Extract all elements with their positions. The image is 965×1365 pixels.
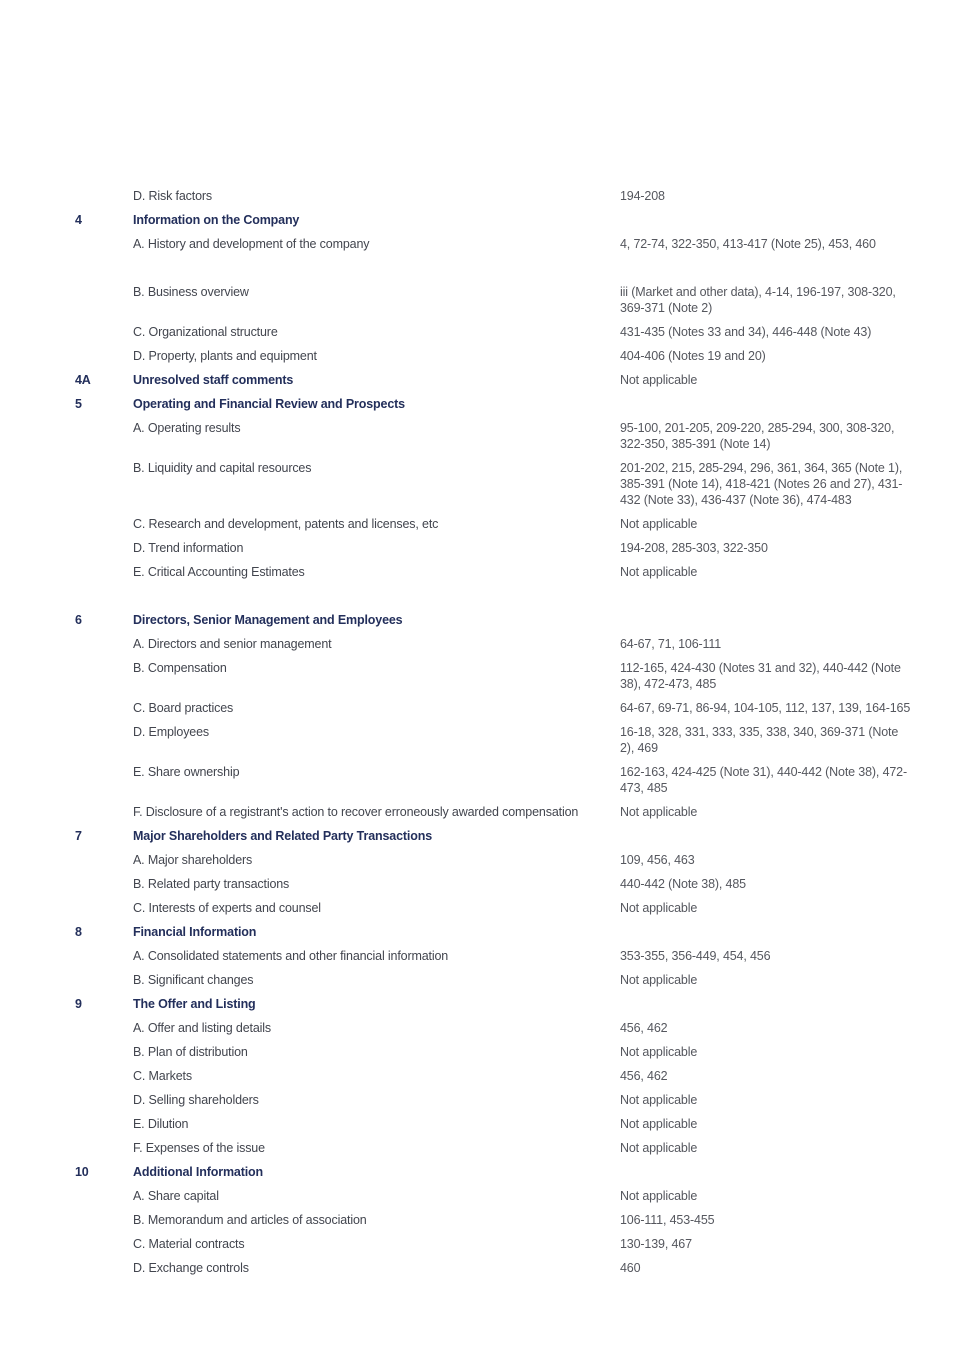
- page-reference: 64-67, 71, 106-111: [620, 637, 722, 651]
- page-reference: Not applicable: [620, 973, 698, 987]
- item-title: Additional Information: [133, 1165, 264, 1179]
- page-reference: 440-442 (Note 38), 485: [620, 877, 746, 891]
- table-row: [0, 1040, 965, 1064]
- page-reference: iii (Market and other data), 4-14, 196-197, 308-320, 369-371 (Note 2): [620, 285, 896, 315]
- item-number: 7: [75, 829, 82, 843]
- page-reference: 456, 462: [620, 1069, 668, 1083]
- table-row: [0, 992, 965, 1016]
- table-row: [0, 1016, 965, 1040]
- item-title: B. Compensation: [133, 661, 227, 675]
- item-title: D. Employees: [133, 725, 210, 739]
- page-reference: Not applicable: [620, 1117, 698, 1131]
- item-title: E. Dilution: [133, 1117, 189, 1131]
- item-title: Financial Information: [133, 925, 257, 939]
- page-reference: 95-100, 201-205, 209-220, 285-294, 300, 308-320, 322-350, 385-391 (Note 14): [620, 421, 895, 451]
- item-number: 4: [75, 213, 82, 227]
- item-title: Operating and Financial Review and Prospects: [133, 397, 405, 411]
- table-row: [0, 1112, 965, 1136]
- table-row: [0, 824, 965, 848]
- item-number: 4A: [75, 373, 91, 387]
- item-title: F. Disclosure of a registrant's action to recover erroneously awarded compensation: [133, 805, 579, 819]
- item-title: B. Related party transactions: [133, 877, 290, 891]
- table-row: [0, 1088, 965, 1112]
- page-reference: 353-355, 356-449, 454, 456: [620, 949, 771, 963]
- page-reference: Not applicable: [620, 565, 698, 579]
- table-row: [0, 632, 965, 656]
- item-title: A. Operating results: [133, 421, 241, 435]
- page-reference: Not applicable: [620, 1093, 698, 1107]
- table-row: [0, 800, 965, 824]
- item-title: A. Major shareholders: [133, 853, 253, 867]
- table-row: [0, 184, 965, 208]
- page-reference: Not applicable: [620, 1189, 698, 1203]
- table-row: [0, 536, 965, 560]
- table-row: [0, 848, 965, 872]
- table-row: [0, 512, 965, 536]
- table-row: [0, 608, 965, 632]
- table-row: [0, 320, 965, 344]
- page-reference: Not applicable: [620, 1045, 698, 1059]
- item-number: 5: [75, 397, 82, 411]
- page-reference: 130-139, 467: [620, 1237, 692, 1251]
- table-row: [0, 416, 965, 456]
- item-title: A. History and development of the company: [133, 237, 370, 251]
- table-row: [0, 1064, 965, 1088]
- table-row: [0, 920, 965, 944]
- page-reference: Not applicable: [620, 901, 698, 915]
- page-reference: 162-163, 424-425 (Note 31), 440-442 (Note 38), 472-473, 485: [620, 765, 907, 795]
- item-title: C. Interests of experts and counsel: [133, 901, 321, 915]
- table-row: [0, 656, 965, 696]
- table-row: [0, 368, 965, 392]
- table-row: [0, 1136, 965, 1160]
- page-reference: 431-435 (Notes 33 and 34), 446-448 (Note 43): [620, 325, 872, 339]
- item-title: A. Offer and listing details: [133, 1021, 272, 1035]
- table-row: [0, 696, 965, 720]
- page-reference: 4, 72-74, 322-350, 413-417 (Note 25), 453, 460: [620, 237, 876, 251]
- item-title: D. Risk factors: [133, 189, 213, 203]
- table-row: [0, 1208, 965, 1232]
- form-cross-reference-table: [0, 184, 965, 1280]
- page-reference: 109, 456, 463: [620, 853, 695, 867]
- item-title: Directors, Senior Management and Employees: [133, 613, 403, 627]
- table-row: [0, 1184, 965, 1208]
- item-title: B. Significant changes: [133, 973, 254, 987]
- page-reference: Not applicable: [620, 805, 698, 819]
- item-number: 10: [75, 1165, 89, 1179]
- table-row: [0, 720, 965, 760]
- item-title: E. Critical Accounting Estimates: [133, 565, 305, 579]
- item-title: D. Property, plants and equipment: [133, 349, 317, 363]
- page-reference: 460: [620, 1261, 641, 1275]
- item-number: 9: [75, 997, 82, 1011]
- item-number: 6: [75, 613, 82, 627]
- item-title: A. Share capital: [133, 1189, 219, 1203]
- page-reference: 201-202, 215, 285-294, 296, 361, 364, 365 (Note 1), 385-391 (Note 14), 418-421 (Notes 26 and 27), 431-432 (Note 33), 436-437 (Note 36), 474-483: [620, 461, 903, 507]
- page-reference: 64-67, 69-71, 86-94, 104-105, 112, 137, 139, 164-165: [620, 701, 911, 715]
- page-reference: 404-406 (Notes 19 and 20): [620, 349, 766, 363]
- item-title: The Offer and Listing: [133, 997, 256, 1011]
- item-title: F. Expenses of the issue: [133, 1141, 265, 1155]
- table-row: [0, 456, 965, 512]
- page-reference: Not applicable: [620, 1141, 698, 1155]
- item-title: C. Markets: [133, 1069, 192, 1083]
- table-row: [0, 208, 965, 232]
- item-title: D. Selling shareholders: [133, 1093, 259, 1107]
- item-title: C. Material contracts: [133, 1237, 245, 1251]
- table-row: [0, 560, 965, 584]
- table-row: [0, 872, 965, 896]
- page-reference: 194-208: [620, 189, 665, 203]
- table-row: [0, 1160, 965, 1184]
- page-reference: Not applicable: [620, 517, 698, 531]
- page-reference: 106-111, 453-455: [620, 1213, 715, 1227]
- item-title: B. Business overview: [133, 285, 249, 299]
- item-title: A. Consolidated statements and other financial information: [133, 949, 449, 963]
- item-title: D. Exchange controls: [133, 1261, 249, 1275]
- table-row: [0, 968, 965, 992]
- item-title: B. Plan of distribution: [133, 1045, 248, 1059]
- item-title: E. Share ownership: [133, 765, 240, 779]
- item-title: Unresolved staff comments: [133, 373, 294, 387]
- item-title: C. Research and development, patents and licenses, etc: [133, 517, 439, 531]
- page-reference: 16-18, 328, 331, 333, 335, 338, 340, 369-371 (Note 2), 469: [620, 725, 899, 755]
- item-title: A. Directors and senior management: [133, 637, 332, 651]
- table-row: [0, 944, 965, 968]
- item-title: Information on the Company: [133, 213, 300, 227]
- item-title: C. Board practices: [133, 701, 234, 715]
- item-title: D. Trend information: [133, 541, 244, 555]
- item-title: B. Memorandum and articles of association: [133, 1213, 367, 1227]
- item-title: B. Liquidity and capital resources: [133, 461, 312, 475]
- table-row: [0, 392, 965, 416]
- page-reference: 112-165, 424-430 (Notes 31 and 32), 440-442 (Note 38), 472-473, 485: [620, 661, 901, 691]
- page-reference: 194-208, 285-303, 322-350: [620, 541, 768, 555]
- table-row: [0, 344, 965, 368]
- item-title: Major Shareholders and Related Party Transactions: [133, 829, 432, 843]
- table-row: [0, 232, 965, 256]
- table-row: [0, 1256, 965, 1280]
- table-row: [0, 896, 965, 920]
- item-title: C. Organizational structure: [133, 325, 278, 339]
- table-row: [0, 1232, 965, 1256]
- table-row: [0, 760, 965, 800]
- page-reference: Not applicable: [620, 373, 698, 387]
- table-row: [0, 280, 965, 320]
- page-reference: 456, 462: [620, 1021, 668, 1035]
- item-number: 8: [75, 925, 82, 939]
